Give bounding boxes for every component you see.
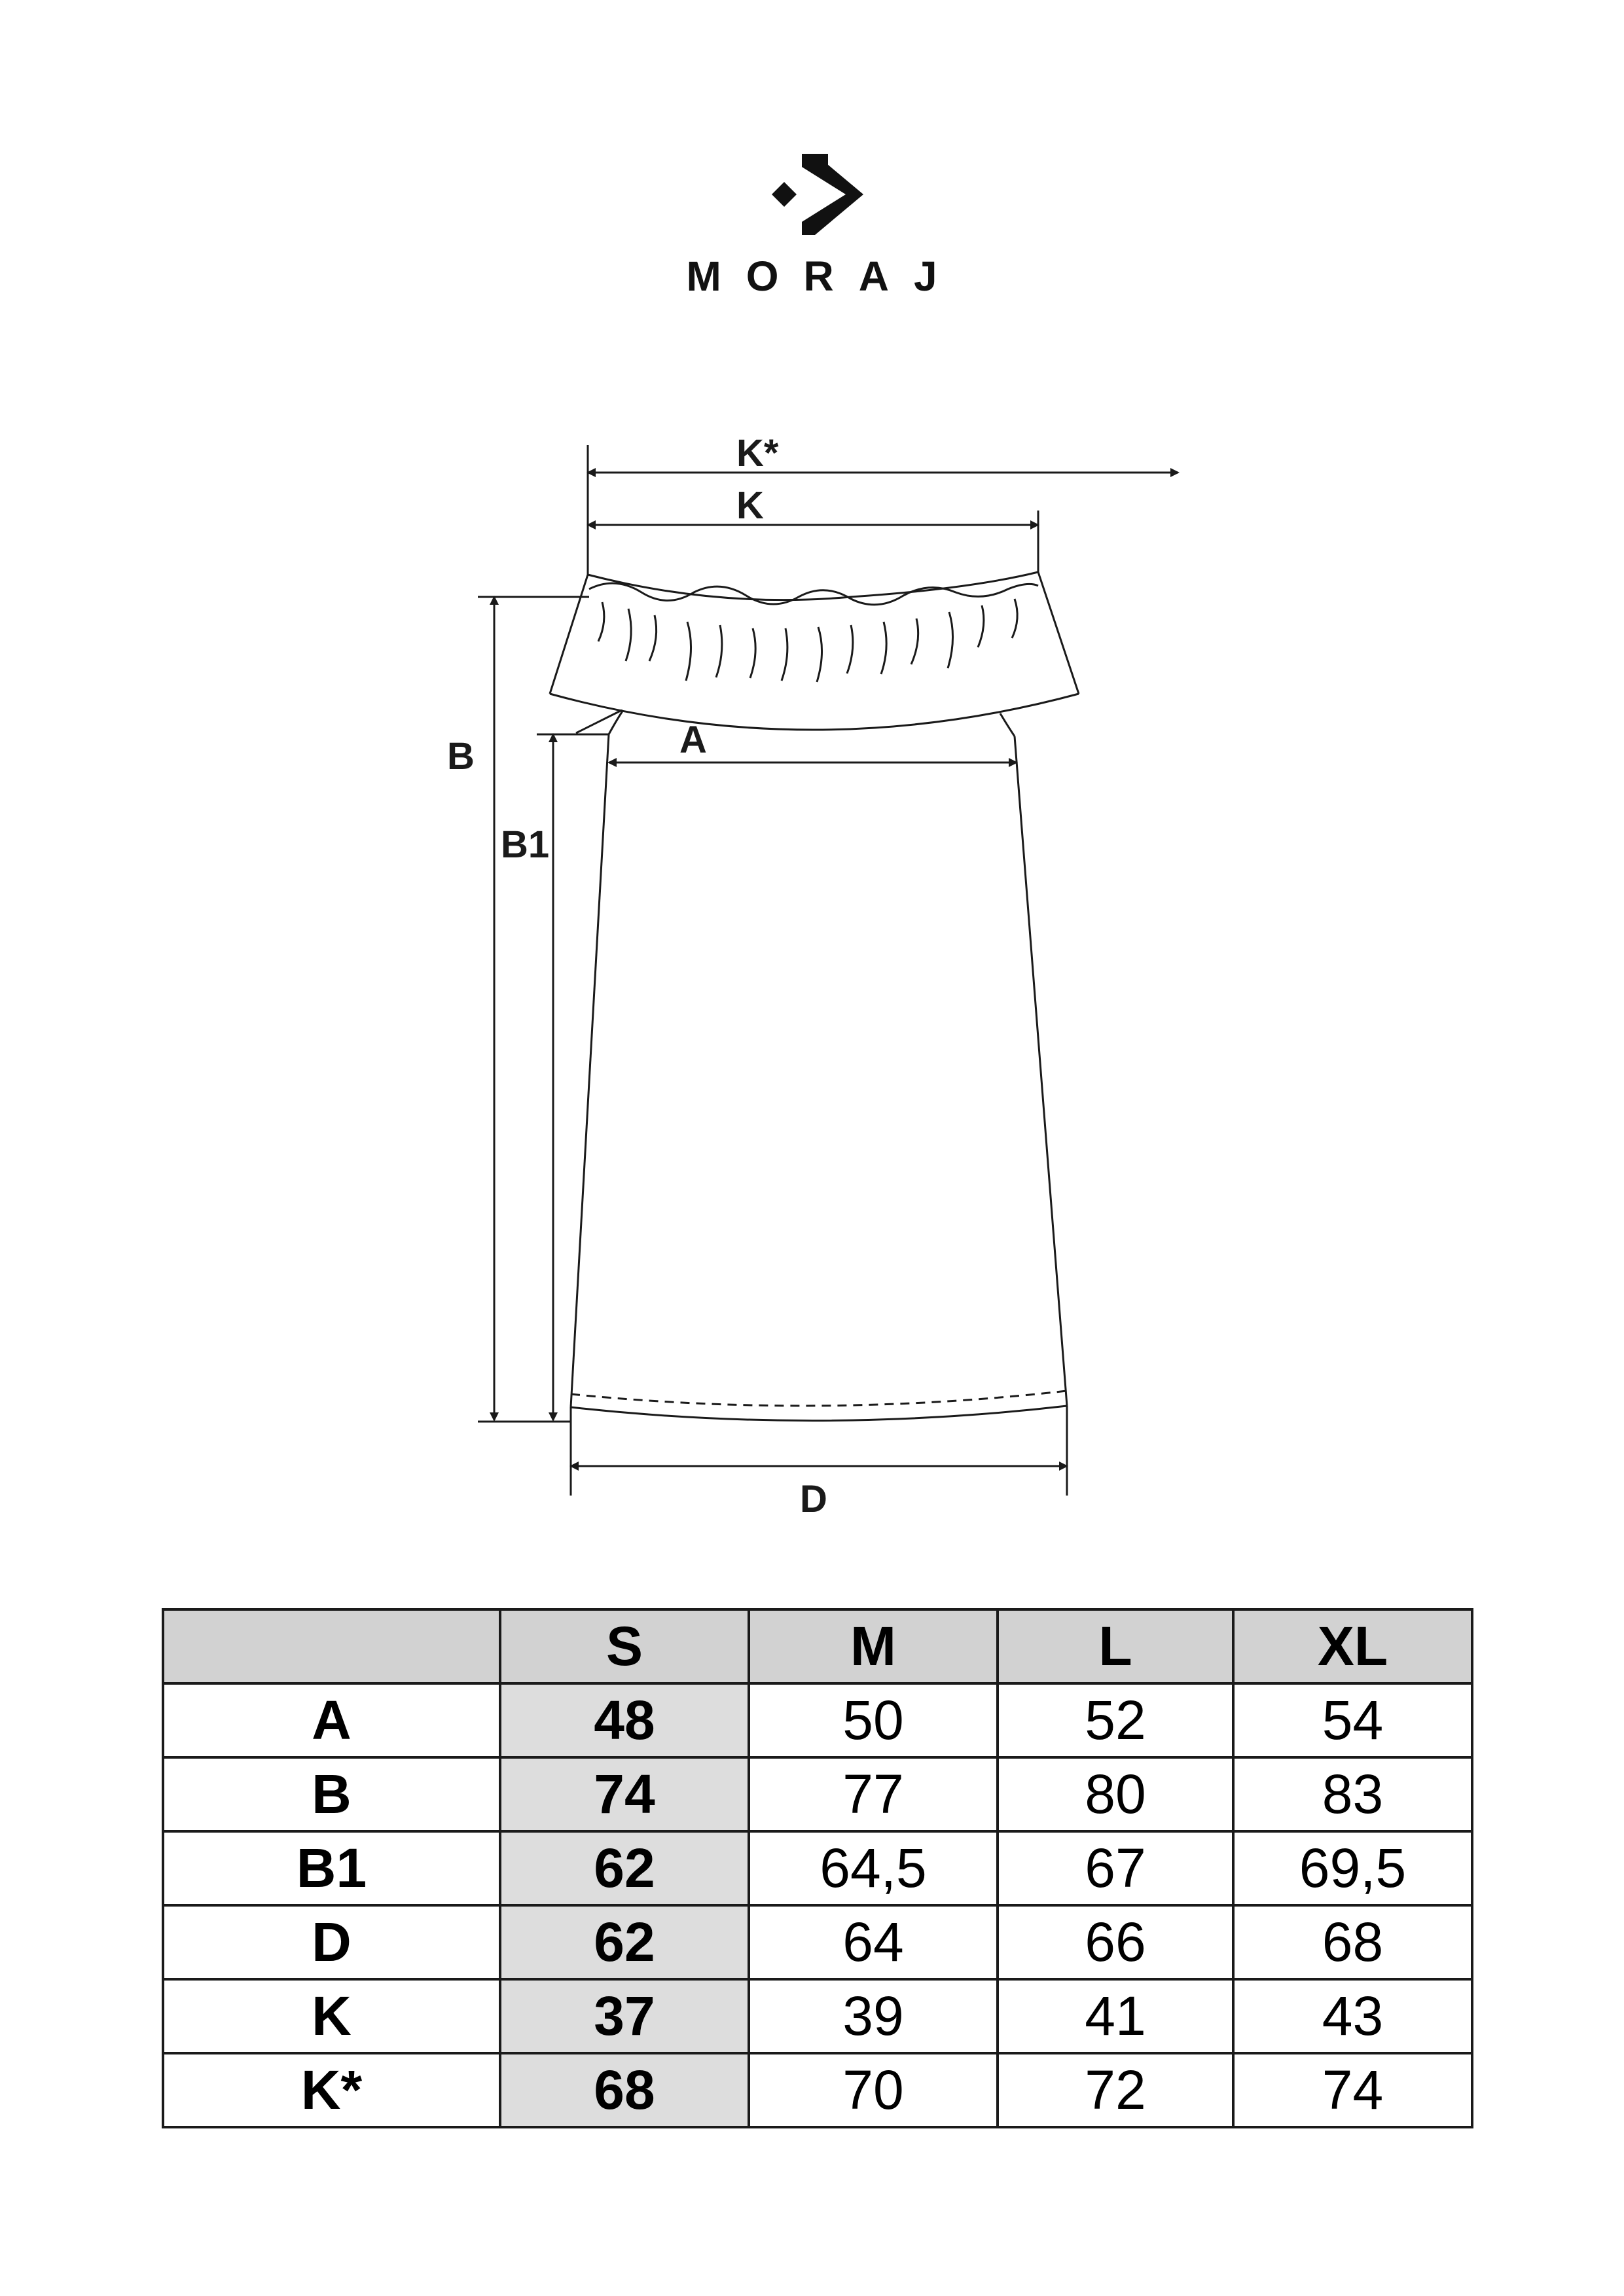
table-cell: 80 [998, 1757, 1233, 1831]
table-header-cell [163, 1609, 500, 1683]
table-cell: 54 [1233, 1683, 1472, 1757]
table-cell: 37 [500, 1979, 749, 2053]
table-cell: 74 [1233, 2053, 1472, 2127]
row-label: B1 [163, 1831, 500, 1905]
table-cell: 72 [998, 2053, 1233, 2127]
row-label: K [163, 1979, 500, 2053]
dimension-lines [478, 445, 1178, 1496]
label-d: D [800, 1478, 827, 1520]
row-label: D [163, 1905, 500, 1979]
table-header-row [163, 1609, 1472, 1683]
table-cell: 62 [500, 1831, 749, 1905]
garment-outline [550, 572, 1079, 1421]
table-cell: 39 [749, 1979, 998, 2053]
table-row [163, 1757, 1472, 1831]
table-header-cell: L [998, 1609, 1233, 1683]
table-row [163, 1979, 1472, 2053]
table-header-cell: S [500, 1609, 749, 1683]
table-cell: 67 [998, 1831, 1233, 1905]
table-row [163, 1905, 1472, 1979]
table-cell: 41 [998, 1979, 1233, 2053]
table-cell: 74 [500, 1757, 749, 1831]
table-row [163, 2053, 1472, 2127]
table-cell: 69,5 [1233, 1831, 1472, 1905]
brand-name: MORAJ [686, 253, 962, 300]
table-row [163, 1683, 1472, 1757]
table-cell: 83 [1233, 1757, 1472, 1831]
table-header-cell: XL [1233, 1609, 1472, 1683]
row-label: K* [163, 2053, 500, 2127]
label-b: B [447, 735, 475, 778]
table-cell: 64,5 [749, 1831, 998, 1905]
row-label: B [163, 1757, 500, 1831]
table-cell: 50 [749, 1683, 998, 1757]
label-k: K [736, 484, 764, 527]
table-row [163, 1831, 1472, 1905]
table-cell: 52 [998, 1683, 1233, 1757]
table-cell: 77 [749, 1757, 998, 1831]
hem-stitch-line [571, 1391, 1067, 1406]
table-cell: 64 [749, 1905, 998, 1979]
table-cell: 70 [749, 2053, 998, 2127]
table-cell: 68 [1233, 1905, 1472, 1979]
size-table [162, 1608, 1473, 2128]
table-header-cell: M [749, 1609, 998, 1683]
table-cell: 68 [500, 2053, 749, 2127]
table-cell: 66 [998, 1905, 1233, 1979]
table-cell: 62 [500, 1905, 749, 1979]
label-b1: B1 [501, 823, 550, 866]
label-k-star: K* [736, 432, 779, 475]
label-a: A [679, 719, 707, 761]
table-cell: 43 [1233, 1979, 1472, 2053]
table-cell: 48 [500, 1683, 749, 1757]
row-label: A [163, 1683, 500, 1757]
